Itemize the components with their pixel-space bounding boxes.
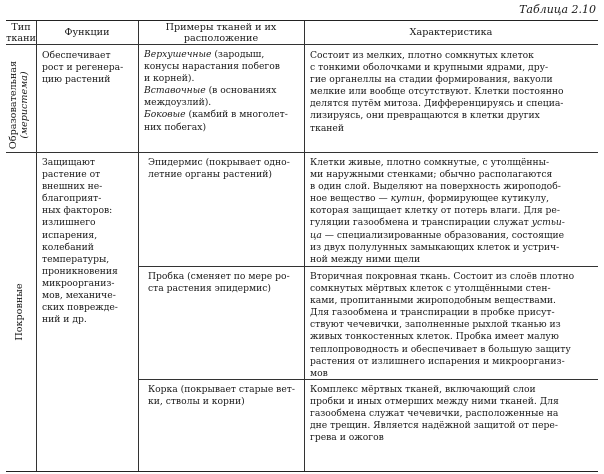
text-segment: конусы нарастания побегов xyxy=(144,61,280,73)
text-segment: дне трещин. Является надёжной защитой от пере- xyxy=(310,420,558,432)
term: кутин xyxy=(390,193,423,205)
type-educational xyxy=(8,51,34,159)
text-line: мелкие или вообще отсутствуют. Клетки постоянно xyxy=(310,86,564,98)
text-segment: гуляции газообмена и транспирации служат xyxy=(310,217,532,229)
text-line xyxy=(310,283,598,295)
text-line xyxy=(310,356,598,368)
text-segment: Клетки живые, плотно сомкнутые, с утолщённы- xyxy=(310,157,550,168)
text-segment: (зародыш, xyxy=(211,49,265,60)
text-line xyxy=(144,61,302,73)
text-segment: теплопроводность и обеспечивает в большую защиту xyxy=(310,343,571,355)
text-line: летние органы растений) xyxy=(148,169,272,181)
text-line: Обеспечивает xyxy=(42,50,111,61)
column-separator xyxy=(36,21,37,471)
text-line xyxy=(310,193,598,205)
text-line: с тонкими оболочками и крупными ядрами, дру- xyxy=(310,62,549,74)
text-line: испарения, xyxy=(42,229,98,241)
text-line xyxy=(310,295,598,307)
type-name: Образовательная xyxy=(8,60,19,150)
term: устьи- xyxy=(531,217,565,229)
examples-educational xyxy=(144,49,302,134)
column-separator xyxy=(138,21,139,471)
text-line: колебаний xyxy=(42,241,94,253)
text-line: проникновения xyxy=(42,265,118,277)
term: Боковые xyxy=(144,109,186,121)
characteristic-epidermis xyxy=(310,157,598,266)
text-segment: грева и ожогов xyxy=(310,432,384,444)
text-line: ста растения эпидермис) xyxy=(148,283,271,295)
text-line xyxy=(310,420,598,432)
text-line: излишнего xyxy=(42,217,96,229)
tissue-table xyxy=(6,20,598,472)
examples-bark xyxy=(148,384,302,408)
text-segment: которая защищает клетку от потерь влаги. Для ре- xyxy=(310,205,560,217)
row-separator xyxy=(6,152,598,153)
term: ца xyxy=(310,229,322,241)
text-line: Эпидермис (покрывает одно- xyxy=(148,157,290,168)
text-line: тканей xyxy=(310,122,344,134)
text-line xyxy=(310,432,598,444)
text-segment: Вторичная покровная ткань. Состоит из слоёв плотно xyxy=(310,271,575,282)
term: Верхушечные xyxy=(144,49,212,60)
characteristic-cork xyxy=(310,271,598,380)
type-integumentary xyxy=(14,262,28,362)
header-separator xyxy=(6,44,598,45)
text-line xyxy=(310,230,598,242)
text-line xyxy=(310,408,598,420)
text-line xyxy=(310,217,598,229)
text-line: Пробка (сменяет по мере ро- xyxy=(148,271,290,282)
type-name: Покровные xyxy=(14,283,25,341)
text-line: внешних не- xyxy=(42,181,103,193)
text-segment: газообмена служат чечевички, расположенные на xyxy=(310,408,559,420)
text-line xyxy=(310,205,598,217)
text-segment: пробки и иных отмерших между ними тканей. Для xyxy=(310,396,559,408)
text-line: рост и регенера- xyxy=(42,62,124,74)
text-line xyxy=(310,169,598,181)
text-segment: (камбий в многолет- xyxy=(185,109,288,121)
text-line: температуры, xyxy=(42,253,110,265)
characteristic-bark xyxy=(310,384,598,444)
text-line: растение от xyxy=(42,169,101,181)
text-line xyxy=(310,157,598,169)
text-line xyxy=(310,181,598,193)
text-line: цию растений xyxy=(42,74,111,86)
text-line xyxy=(310,368,598,380)
examples-cork xyxy=(148,271,302,295)
text-segment: — специализированные образования, состоящие xyxy=(321,229,565,241)
table-caption: Таблица 2.10 xyxy=(519,3,596,16)
header-examples: Примеры тканей и их расположение xyxy=(165,22,277,44)
text-line: лизируясь, они превращаются в клетки других xyxy=(310,110,540,122)
characteristic-educational xyxy=(310,50,598,135)
text-line xyxy=(310,384,598,396)
text-line: ки, стволы и корни) xyxy=(148,396,245,408)
text-line: микроорганиз- xyxy=(42,277,115,289)
text-line: Состоит из мелких, плотно сомкнутых клеток xyxy=(310,50,534,61)
text-segment: мов xyxy=(310,367,328,379)
text-line: ний и др. xyxy=(42,314,87,326)
text-line: благоприят- xyxy=(42,193,102,205)
text-line xyxy=(310,242,598,254)
text-line: мов, механиче- xyxy=(42,290,116,302)
text-segment: ми наружными стенками; обычно располагаются xyxy=(310,169,553,181)
header-characteristic: Характеристика xyxy=(409,27,493,38)
examples-epidermis xyxy=(148,157,302,181)
text-line xyxy=(144,73,302,85)
text-segment: из двух полулунных замыкающих клеток и устрич- xyxy=(310,241,560,253)
text-line xyxy=(144,49,302,61)
text-segment: живых тонкостенных клеток. Пробка имеет малую xyxy=(310,331,559,343)
text-segment: растения от излишнего испарения и микроорганиз- xyxy=(310,355,565,367)
text-line: делятся путём митоза. Дифференцируясь и специа- xyxy=(310,98,564,110)
text-segment: ствуют чечевички, заполненные рыхлой тканью из xyxy=(310,319,561,331)
text-segment: в один слой. Выделяют на поверхность жироподоб- xyxy=(310,181,561,193)
text-segment: ное вещество — xyxy=(310,193,391,205)
text-line: ных факторов: xyxy=(42,205,113,217)
function-integumentary xyxy=(42,157,136,326)
text-line xyxy=(310,331,598,343)
text-segment: , формирующее кутикулу, xyxy=(422,193,550,205)
text-segment: Для газообмена и транспирации в пробке присут- xyxy=(310,307,555,319)
text-line xyxy=(144,85,302,97)
column-separator xyxy=(304,21,305,471)
text-line xyxy=(310,307,598,319)
text-line xyxy=(144,122,302,134)
text-segment: Комплекс мёртвых тканей, включающий слои xyxy=(310,384,536,395)
subrow-separator xyxy=(138,266,598,267)
text-segment: и корней). xyxy=(144,73,195,85)
text-line xyxy=(310,344,598,356)
text-segment: ками, пропитанными жироподобным веществами. xyxy=(310,295,556,307)
text-line: Защищают xyxy=(42,157,95,168)
text-line xyxy=(310,254,598,266)
text-segment: них побегах) xyxy=(144,121,207,133)
text-line: ских поврежде- xyxy=(42,302,118,314)
text-segment: сомкнутых мёртвых клеток с утолщёнными стен- xyxy=(310,283,551,295)
text-segment: ной между ними щели xyxy=(310,253,421,265)
header-function: Функции xyxy=(64,27,110,38)
text-line: Корка (покрывает старые вет- xyxy=(148,384,295,395)
type-alt-name: (меристема) xyxy=(19,71,30,139)
text-line xyxy=(310,396,598,408)
text-line xyxy=(144,109,302,121)
term: Вставочные xyxy=(144,85,206,97)
text-line: гие органеллы на стадии формирования, вакуоли xyxy=(310,74,553,86)
text-line xyxy=(310,271,598,283)
text-segment: междоузлий). xyxy=(144,97,212,109)
text-line xyxy=(144,97,302,109)
header-type: Тип ткани xyxy=(6,22,36,44)
text-segment: (в основаниях xyxy=(205,85,277,97)
text-line xyxy=(310,319,598,331)
function-educational xyxy=(42,50,136,86)
